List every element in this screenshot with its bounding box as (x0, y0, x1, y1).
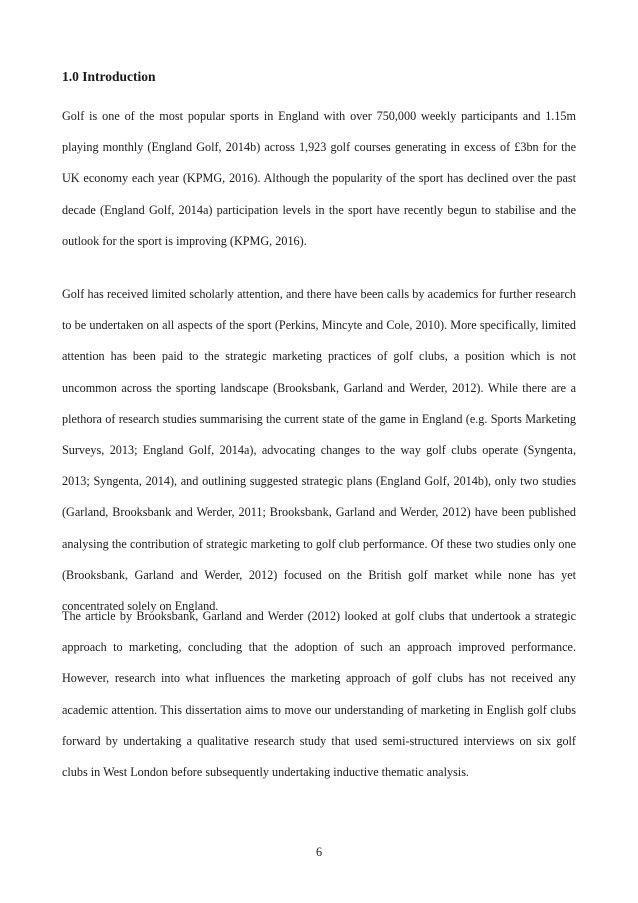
paragraph-3: The article by Brooksbank, Garland and Werder (2012) looked at golf clubs that undertook a strategic approach to marketing, concluding that the adoption of such an approach improved performance. However, research into what influences the marketing approach of golf clubs has not received any academic attention. This dissertation aims to move our understanding of marketing in English golf clubs forward by undertaking a qualitative research study that used semi-structured interviews on six golf clubs in West London before subsequently undertaking inductive thematic analysis. (62, 609, 576, 780)
page-number: 6 (315, 845, 323, 859)
paragraph-1: Golf is one of the most popular sports in England with over 750,000 weekly participants and 1.15m playing monthly (England Golf, 2014b) across 1,923 golf courses generating in excess of £3bn for the UK economy each year (KPMG, 2016). Although the popularity of the sport has declined over the past decade (England Golf, 2014a) participation levels in the sport have recently begun to stabilise and the outlook for the sport is improving (KPMG, 2016). (62, 109, 576, 248)
paragraph-2: Golf has received limited scholarly attention, and there have been calls by academics for further research to be undertaken on all aspects of the sport (Perkins, Mincyte and Cole, 2010). More specifically, limited attention has been paid to the strategic marketing practices of golf clubs, a position which is not uncommon across the sporting landscape (Brooksbank, Garland and Werder, 2012). While there are a plethora of research studies summarising the current state of the game in England (e.g. Sports Marketing Surveys, 2013; England Golf, 2014a), advocating changes to the way golf clubs operate (Syngenta, 2013; Syngenta, 2014), and outlining suggested strategic plans (England Golf, 2014b), only two studies (Garland, Brooksbank and Werder, 2011; Brooksbank, Garland and Werder, 2012) have been published analysing the contribution of strategic marketing to golf club performance. Of these two studies only one (Brooksbank, Garland and Werder, 2012) focused on the British golf market while none has yet concentrated solely on England. (62, 287, 576, 614)
section-heading: 1.0 Introduction (62, 69, 156, 84)
